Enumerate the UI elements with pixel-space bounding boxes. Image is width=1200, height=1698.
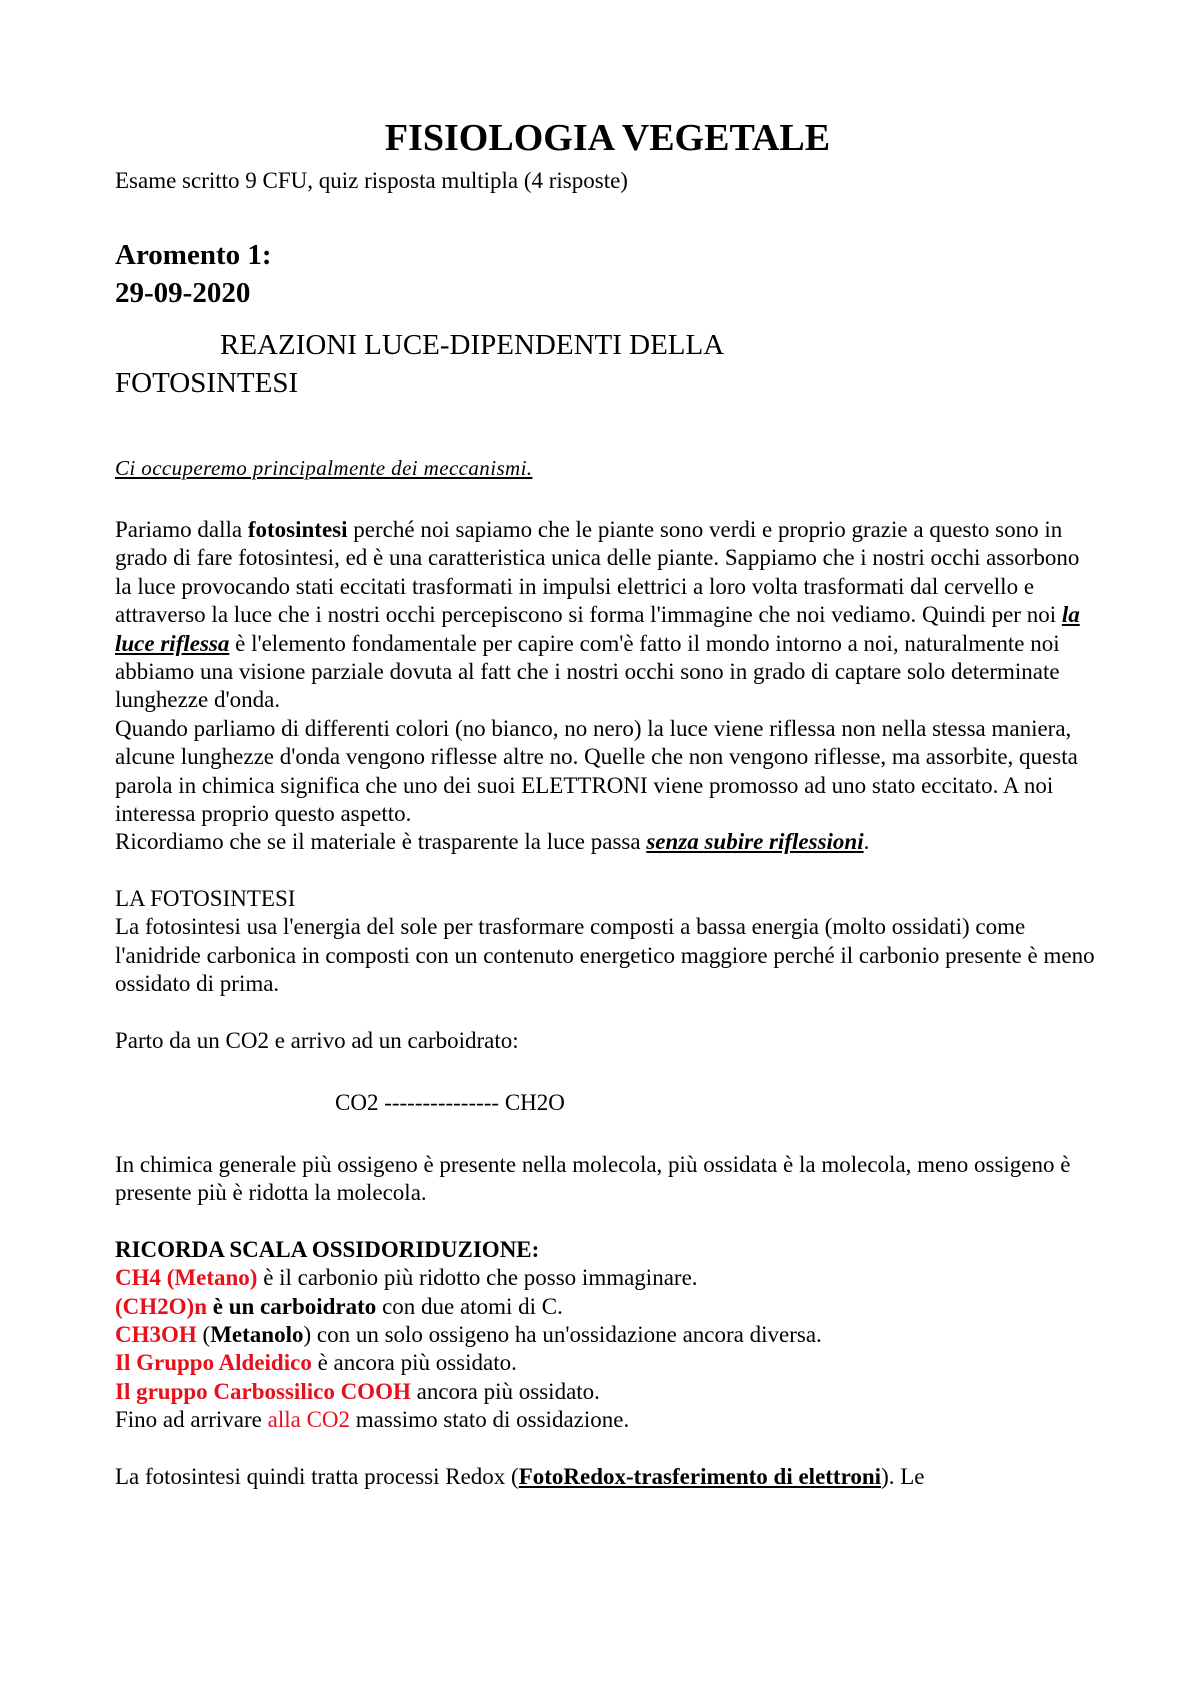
- text-run: (: [196, 1321, 211, 1347]
- section-title: [115, 326, 1100, 402]
- text-run: ancora più ossidato.: [410, 1378, 600, 1404]
- paragraph-intro-photosynthesis: [115, 516, 1100, 715]
- section-title-line1: REAZIONI LUCE-DIPENDENTI DELLA: [220, 329, 725, 361]
- bold-term: Metanolo: [210, 1321, 304, 1347]
- scale-line-methane: [115, 1264, 1100, 1292]
- text-run: Fino ad arrivare: [115, 1407, 268, 1433]
- scale-line-co2: [115, 1406, 1100, 1434]
- paragraph-la-fotosintesi: La fotosintesi usa l'energia del sole per trasformare composti a bassa energia (molto ossidati) come l'anidride carbonica in composti con un contenuto energetico maggiore perché il carbonio presente è meno ossidato di prima.: [115, 914, 1095, 997]
- scale-line-carboxyl: [115, 1378, 1100, 1406]
- red-term: Il gruppo Carbossilico COOH: [115, 1378, 411, 1404]
- document-title: FISIOLOGIA VEGETALE: [384, 117, 831, 159]
- equation-co2-ch2o: CO2 --------------- CH2O: [335, 1089, 565, 1115]
- scale-heading: RICORDA SCALA OSSIDORIDUZIONE:: [115, 1236, 540, 1262]
- red-term: alla CO2: [267, 1407, 351, 1433]
- text-run: perché noi sapiamo che le piante sono verdi e proprio grazie a questo sono in grado di fare fotosintesi, ed è una caratteristica unica delle piante. Sappiamo che i nostri occhi assorbono la luce provocando stati eccitati trasformati in impulsi elettrici a loro volta trasformati dal cervello e attraverso la luce che i nostri occhi percepiscono si forma l'immagine che noi vediamo. Quindi per noi: [115, 517, 1080, 628]
- paragraph-colors: Quando parliamo di differenti colori (no bianco, no nero) la luce viene riflessa non nella stessa maniera, alcune lunghezze d'onda vengono riflesse altre no. Quelle che non vengono riflesse, ma assorbite, questa parola in chimica significa che uno dei suoi ELETTRONI viene promosso ad uno stato eccitato. A noi interessa proprio questo aspetto.: [115, 715, 1078, 827]
- lecture-date: 29-09-2020: [115, 277, 251, 309]
- emphasis-luce-riflessa: la luce riflessa: [115, 602, 1080, 656]
- subheading-la-fotosintesi: LA FOTOSINTESI: [115, 885, 296, 911]
- intro-note: Ci occuperemo principalmente dei meccanismi.: [115, 456, 533, 480]
- scale-line-carbohydrate: [115, 1293, 1100, 1321]
- paragraph-co2-to-carbohydrate: Parto da un CO2 e arrivo ad un carboidrato:: [115, 1027, 519, 1053]
- text-run: è ancora più ossidato.: [311, 1350, 517, 1376]
- exam-subtitle: Esame scritto 9 CFU, quiz risposta multipla (4 risposte): [115, 168, 628, 193]
- text-run: ). Le: [881, 1463, 925, 1489]
- text-run: Ricordiamo che se il materiale è trasparente la luce passa: [115, 829, 647, 855]
- text-run: è il carbonio più ridotto che posso immaginare.: [257, 1265, 698, 1291]
- scale-line-methanol: [115, 1321, 1100, 1349]
- text-run: .: [863, 829, 870, 855]
- text-run: ) con un solo ossigeno ha un'ossidazione ancora diversa.: [303, 1321, 822, 1347]
- bold-term-fotosintesi: fotosintesi: [247, 517, 348, 542]
- emphasis-senza-riflessioni: senza subire riflessioni: [646, 829, 864, 855]
- text-run: è l'elemento fondamentale per capire com'è fatto il mondo intorno a noi, naturalmente noi abbiamo una visione parziale dovuta al fatt che i nostri occhi sono in grado di captare solo determinate lunghezze d'onda.: [115, 630, 1060, 713]
- red-term: Il Gruppo Aldeidico: [115, 1350, 312, 1376]
- bold-term: è un carboidrato: [207, 1293, 377, 1319]
- text-run: La fotosintesi quindi tratta processi Redox (: [115, 1463, 519, 1489]
- section-title-line2: FOTOSINTESI: [115, 367, 299, 399]
- red-term: (CH2O)n: [115, 1293, 207, 1319]
- red-term: CH3OH: [115, 1321, 197, 1347]
- red-term: CH4 (Metano): [115, 1265, 258, 1291]
- text-run: con due atomi di C.: [376, 1293, 563, 1319]
- paragraph-oxidation-rule: In chimica generale più ossigeno è presente nella molecola, più ossidata è la molecola, meno ossigeno è presente più è ridotta la molecola.: [115, 1151, 1071, 1206]
- text-run: massimo stato di ossidazione.: [350, 1407, 630, 1433]
- paragraph-transparent: [115, 828, 1100, 856]
- scale-line-aldehyde: [115, 1349, 1100, 1377]
- paragraph-redox: [115, 1463, 1100, 1491]
- text-run: Pariamo dalla: [115, 517, 248, 542]
- argument-heading: Aromento 1:: [115, 239, 272, 271]
- bold-term-fotoredox: FotoRedox-trasferimento di elettroni: [518, 1463, 882, 1489]
